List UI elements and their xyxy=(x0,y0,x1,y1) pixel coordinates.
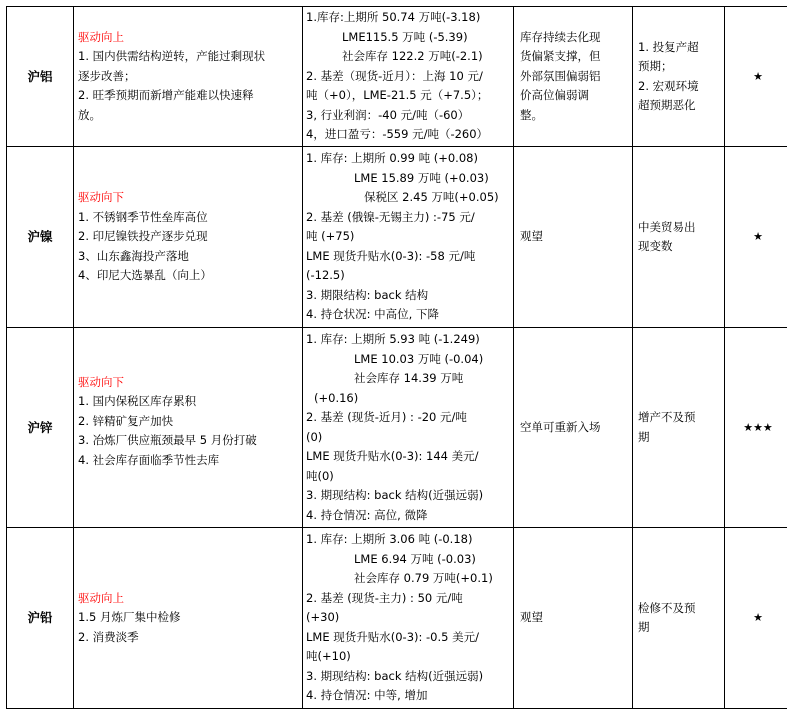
view-line: 空单可重新入场 xyxy=(520,419,601,434)
metal-name: 沪镍 xyxy=(7,147,74,328)
metal-name: 沪锌 xyxy=(7,328,74,528)
driver-item: 2. 锌精矿复产加快 xyxy=(78,413,174,428)
data-line: 吨（+0），LME-21.5 元（+7.5）； xyxy=(306,88,489,103)
data-line: LME 现货升贴水(0-3): -0.5 美元/ xyxy=(306,629,480,644)
data-line: 3, 行业利润：-40 元/吨（-60） xyxy=(306,107,470,122)
data-line: 保税区 2.45 万吨(+0.05) xyxy=(364,190,499,205)
data-line: 吨(+10) xyxy=(306,649,351,664)
view-cell xyxy=(514,147,633,328)
driver-cell xyxy=(74,528,303,709)
star-rating: ★★★ xyxy=(725,328,787,528)
risk-line: 超预期恶化 xyxy=(638,98,696,112)
view-cell xyxy=(514,528,633,709)
data-line: 3. 期限结构: back 结构 xyxy=(306,287,429,302)
data-line: 4. 持仓情况: 高位, 微降 xyxy=(306,507,428,522)
data-line: 4，进口盈亏：-559 元/吨（-260） xyxy=(306,127,489,142)
data-cell xyxy=(303,528,514,709)
table-row xyxy=(7,7,787,147)
risk-line: 增产不及预 xyxy=(638,410,696,424)
table-row xyxy=(7,147,787,328)
data-line: LME 15.89 万吨 (+0.03) xyxy=(354,170,489,185)
data-line: LME 现货升贴水(0-3): -58 元/吨 xyxy=(306,248,476,263)
risk-cell xyxy=(633,7,725,147)
data-line: 吨 (+75) xyxy=(306,229,355,244)
risk-line: 2. 宏观环境 xyxy=(638,78,699,93)
risk-line: 检修不及预 xyxy=(638,600,696,615)
risk-line: 预期； xyxy=(638,59,673,73)
metal-name: 沪铅 xyxy=(7,528,74,709)
view-line: 观望 xyxy=(520,229,543,244)
data-line: LME 10.03 万吨 (-0.04) xyxy=(354,351,484,366)
data-line: 社会库存 0.79 万吨(+0.1) xyxy=(354,571,493,586)
driver-item: 4、印尼大选暴乱（向上） xyxy=(78,268,212,283)
driver-item: 放。 xyxy=(78,107,101,122)
risk-cell xyxy=(633,528,725,709)
data-line: 社会库存 14.39 万吨 xyxy=(354,371,464,385)
data-line: 3. 期现结构: back 结构(近强远弱) xyxy=(306,488,484,502)
view-line: 库存持续去化现 xyxy=(520,29,601,44)
data-line: 1. 库存: 上期所 3.06 吨 (-0.18) xyxy=(306,532,473,547)
driver-cell xyxy=(74,7,303,147)
driver-item: 1. 国内保税区库存累积 xyxy=(78,394,197,409)
data-line: 2. 基差 (现货-近月) : -20 元/吨 xyxy=(306,410,467,424)
risk-cell xyxy=(633,328,725,528)
view-line: 货偏紧支撑，但 xyxy=(520,49,601,64)
data-line: 4. 持仓情况: 中等, 增加 xyxy=(306,688,428,703)
driver-item: 1.5 月炼厂集中检修 xyxy=(78,610,181,625)
driver-item: 2. 旺季预期而新增产能难以快速释 xyxy=(78,88,254,103)
view-cell xyxy=(514,7,633,147)
data-cell xyxy=(303,147,514,328)
driver-direction: 驱动向下 xyxy=(78,374,124,389)
data-line: (+0.16) xyxy=(314,390,359,405)
commodity-table xyxy=(6,6,787,709)
data-line: 社会库存 122.2 万吨(-2.1) xyxy=(342,49,483,64)
data-cell xyxy=(303,7,514,147)
driver-item: 2. 消费淡季 xyxy=(78,629,139,644)
driver-cell xyxy=(74,328,303,528)
driver-item: 3. 冶炼厂供应瓶颈最早 5 月份打破 xyxy=(78,433,257,448)
data-line: 吨(0) xyxy=(306,468,334,483)
metal-name: 沪铝 xyxy=(7,7,74,147)
risk-line: 现变数 xyxy=(638,239,673,253)
data-cell xyxy=(303,328,514,528)
data-line: LME 6.94 万吨 (-0.03) xyxy=(354,551,476,566)
view-line: 观望 xyxy=(520,610,543,625)
view-cell xyxy=(514,328,633,528)
star-rating: ★ xyxy=(725,7,787,147)
data-line: (0) xyxy=(306,429,323,444)
driver-direction: 驱动向上 xyxy=(78,590,124,605)
driver-item: 4. 社会库存面临季节性去库 xyxy=(78,452,220,467)
driver-cell xyxy=(74,147,303,328)
data-line: (+30) xyxy=(306,610,340,625)
data-line: 2. 基差 (现货-主力) : 50 元/吨 xyxy=(306,590,463,605)
star-rating: ★ xyxy=(725,528,787,709)
driver-item: 逐步改善； xyxy=(78,68,136,83)
data-line: LME 现货升贴水(0-3): 144 美元/ xyxy=(306,449,479,463)
driver-item: 1. 国内供需结构逆转，产能过剩现状 xyxy=(78,49,266,64)
driver-item: 3、山东鑫海投产落地 xyxy=(78,248,189,263)
view-line: 外部氛围偏弱铝 xyxy=(520,68,601,83)
driver-item: 2. 印尼镍铁投产逐步兑现 xyxy=(78,229,208,244)
data-line: 1.库存:上期所 50.74 万吨(-3.18) xyxy=(306,10,481,25)
risk-line: 期 xyxy=(638,620,650,634)
risk-line: 中美贸易出 xyxy=(638,219,696,234)
data-line: 4. 持仓状况: 中高位, 下降 xyxy=(306,307,439,322)
driver-direction: 驱动向上 xyxy=(78,29,124,44)
data-line: 3. 期现结构: back 结构(近强远弱) xyxy=(306,668,484,683)
data-line: 1. 库存: 上期所 5.93 吨 (-1.249) xyxy=(306,332,480,346)
data-line: (-12.5) xyxy=(306,268,345,283)
star-rating: ★ xyxy=(725,147,787,328)
data-line: LME115.5 万吨 (-5.39) xyxy=(342,29,468,44)
risk-cell xyxy=(633,147,725,328)
view-line: 价高位偏弱调 xyxy=(520,88,589,103)
driver-item: 1. 不锈钢季节性垒库高位 xyxy=(78,209,208,224)
data-line: 2. 基差（现货-近月）：上海 10 元/ xyxy=(306,68,483,83)
data-line: 2. 基差 (俄镍-无锡主力) :-75 元/ xyxy=(306,209,475,224)
table-row xyxy=(7,528,787,709)
risk-line: 1. 投复产超 xyxy=(638,39,699,54)
risk-line: 期 xyxy=(638,429,650,444)
table-row xyxy=(7,328,787,528)
driver-direction: 驱动向下 xyxy=(78,190,124,205)
view-line: 整。 xyxy=(520,107,543,122)
data-line: 1. 库存: 上期所 0.99 吨 (+0.08) xyxy=(306,151,478,166)
